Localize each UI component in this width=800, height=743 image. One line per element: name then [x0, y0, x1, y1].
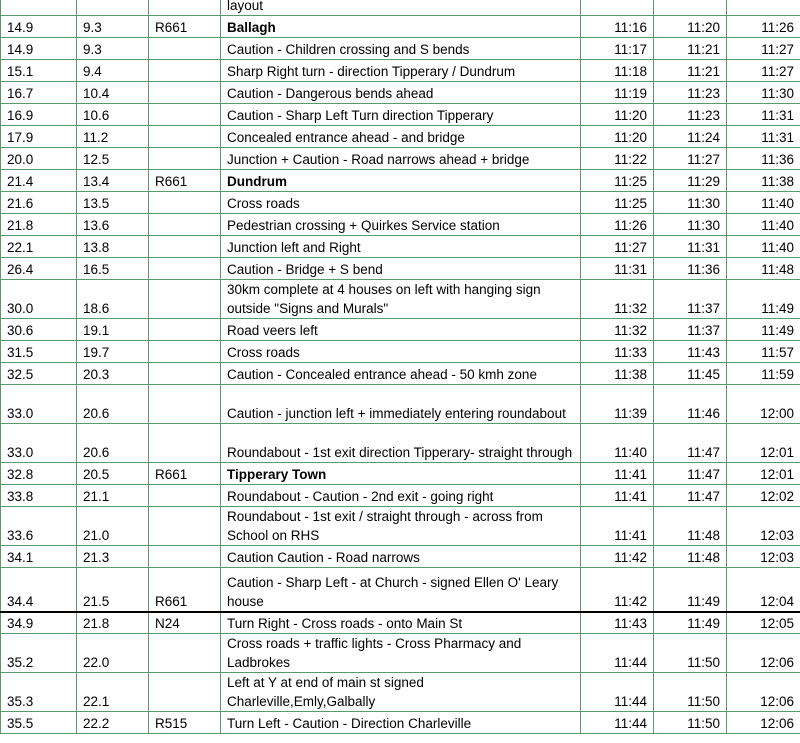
km-cell: 21.8: [1, 214, 77, 236]
time-2-cell: 11:49: [654, 568, 727, 612]
time-2-cell: 11:48: [654, 507, 727, 546]
time-2-cell: 11:45: [654, 363, 727, 385]
description-cell: Roundabout - 1st exit / straight through - across from School on RHS: [221, 507, 581, 546]
road-cell: [149, 60, 221, 82]
description-cell: Caution - Dangerous bends ahead: [221, 82, 581, 104]
time-1-cell: 11:19: [581, 82, 654, 104]
road-cell: [149, 0, 221, 16]
table-row: [1, 214, 800, 236]
miles-cell: 11.2: [77, 126, 149, 148]
table-row: [1, 16, 800, 38]
miles-cell: 20.6: [77, 385, 149, 424]
time-1-cell: 11:42: [581, 546, 654, 568]
miles-cell: 13.6: [77, 214, 149, 236]
table-row: [1, 148, 800, 170]
table-row: [1, 319, 800, 341]
time-2-cell: 11:37: [654, 280, 727, 319]
table-row: [1, 634, 800, 673]
time-2-cell: 11:47: [654, 463, 727, 485]
time-2-cell: 11:30: [654, 192, 727, 214]
km-cell: 33.8: [1, 485, 77, 507]
road-cell: [149, 82, 221, 104]
time-2-cell: 11:29: [654, 170, 727, 192]
km-cell: 31.5: [1, 341, 77, 363]
miles-cell: 13.5: [77, 192, 149, 214]
time-3-cell: 11:26: [727, 16, 800, 38]
time-1-cell: 11:32: [581, 280, 654, 319]
time-1-cell: 11:20: [581, 104, 654, 126]
table-row: [1, 170, 800, 192]
km-cell: 33.0: [1, 385, 77, 424]
time-1-cell: 11:41: [581, 485, 654, 507]
description-cell: layout: [221, 0, 581, 16]
description-cell: Turn Right - Cross roads - onto Main St: [221, 612, 581, 634]
time-1-cell: 11:25: [581, 170, 654, 192]
miles-cell: 10.4: [77, 82, 149, 104]
time-1-cell: 11:44: [581, 634, 654, 673]
table-row: [1, 60, 800, 82]
time-3-cell: 11:40: [727, 214, 800, 236]
km-cell: 33.0: [1, 424, 77, 463]
time-2-cell: 11:23: [654, 104, 727, 126]
miles-cell: 20.6: [77, 424, 149, 463]
description-cell: Ballagh: [221, 16, 581, 38]
time-1-cell: 11:40: [581, 424, 654, 463]
miles-cell: 21.3: [77, 546, 149, 568]
table-row: [1, 568, 800, 612]
km-cell: 34.4: [1, 568, 77, 612]
description-cell: Caution - Concealed entrance ahead - 50 kmh zone: [221, 363, 581, 385]
road-cell: R661: [149, 568, 221, 612]
table-row: [1, 546, 800, 568]
description-cell: 30km complete at 4 houses on left with hanging sign outside "Signs and Murals": [221, 280, 581, 319]
km-cell: 26.4: [1, 258, 77, 280]
table-row: [1, 385, 800, 424]
description-cell: Caution - Sharp Left - at Church - signed Ellen O' Leary house: [221, 568, 581, 612]
road-cell: [149, 319, 221, 341]
time-3-cell: 11:57: [727, 341, 800, 363]
road-cell: [149, 634, 221, 673]
road-cell: [149, 258, 221, 280]
description-cell: Cross roads + traffic lights - Cross Pharmacy and Ladbrokes: [221, 634, 581, 673]
time-2-cell: [654, 0, 727, 16]
time-3-cell: 12:06: [727, 712, 800, 734]
km-cell: 35.2: [1, 634, 77, 673]
time-1-cell: 11:31: [581, 258, 654, 280]
description-cell: Dundrum: [221, 170, 581, 192]
road-cell: [149, 104, 221, 126]
time-1-cell: 11:43: [581, 612, 654, 634]
time-1-cell: 11:44: [581, 712, 654, 734]
road-cell: R661: [149, 16, 221, 38]
road-cell: [149, 673, 221, 712]
road-cell: R661: [149, 170, 221, 192]
description-cell: Junction left and Right: [221, 236, 581, 258]
km-cell: 33.6: [1, 507, 77, 546]
time-3-cell: 11:30: [727, 82, 800, 104]
km-cell: 32.5: [1, 363, 77, 385]
time-3-cell: 12:01: [727, 424, 800, 463]
miles-cell: 22.2: [77, 712, 149, 734]
description-cell: Caution - junction left + immediately entering roundabout: [221, 385, 581, 424]
description-cell: Road veers left: [221, 319, 581, 341]
road-cell: [149, 341, 221, 363]
table-row: [1, 424, 800, 463]
road-cell: [149, 38, 221, 60]
time-2-cell: 11:43: [654, 341, 727, 363]
miles-cell: 21.8: [77, 612, 149, 634]
road-cell: [149, 126, 221, 148]
time-1-cell: 11:32: [581, 319, 654, 341]
time-1-cell: [581, 0, 654, 16]
time-3-cell: 12:03: [727, 546, 800, 568]
time-2-cell: 11:48: [654, 546, 727, 568]
route-table-body: [1, 0, 800, 734]
time-2-cell: 11:23: [654, 82, 727, 104]
time-3-cell: 12:03: [727, 507, 800, 546]
time-2-cell: 11:21: [654, 38, 727, 60]
time-3-cell: 12:05: [727, 612, 800, 634]
time-1-cell: 11:41: [581, 507, 654, 546]
road-cell: [149, 236, 221, 258]
km-cell: 21.6: [1, 192, 77, 214]
time-2-cell: 11:36: [654, 258, 727, 280]
time-2-cell: 11:46: [654, 385, 727, 424]
time-1-cell: 11:26: [581, 214, 654, 236]
time-3-cell: 12:04: [727, 568, 800, 612]
time-3-cell: 11:38: [727, 170, 800, 192]
time-3-cell: 11:31: [727, 104, 800, 126]
miles-cell: [77, 0, 149, 16]
km-cell: 22.1: [1, 236, 77, 258]
miles-cell: 22.1: [77, 673, 149, 712]
time-1-cell: 11:44: [581, 673, 654, 712]
time-3-cell: 12:00: [727, 385, 800, 424]
description-cell: Sharp Right turn - direction Tipperary / Dundrum: [221, 60, 581, 82]
road-cell: [149, 148, 221, 170]
miles-cell: 21.1: [77, 485, 149, 507]
time-3-cell: 11:27: [727, 38, 800, 60]
table-row: [1, 341, 800, 363]
description-cell: Cross roads: [221, 192, 581, 214]
table-row: [1, 258, 800, 280]
time-2-cell: 11:24: [654, 126, 727, 148]
km-cell: 17.9: [1, 126, 77, 148]
description-cell: Pedestrian crossing + Quirkes Service station: [221, 214, 581, 236]
time-3-cell: 11:40: [727, 192, 800, 214]
time-3-cell: 12:01: [727, 463, 800, 485]
km-cell: 16.9: [1, 104, 77, 126]
road-cell: [149, 424, 221, 463]
description-cell: Concealed entrance ahead - and bridge: [221, 126, 581, 148]
description-cell: Tipperary Town: [221, 463, 581, 485]
time-3-cell: 11:48: [727, 258, 800, 280]
road-cell: [149, 363, 221, 385]
time-1-cell: 11:33: [581, 341, 654, 363]
time-1-cell: 11:20: [581, 126, 654, 148]
time-1-cell: 11:16: [581, 16, 654, 38]
road-cell: [149, 280, 221, 319]
table-row: [1, 104, 800, 126]
time-1-cell: 11:25: [581, 192, 654, 214]
km-cell: 21.4: [1, 170, 77, 192]
description-cell: Roundabout - 1st exit direction Tipperary- straight through: [221, 424, 581, 463]
time-2-cell: 11:50: [654, 634, 727, 673]
time-2-cell: 11:50: [654, 673, 727, 712]
km-cell: 30.0: [1, 280, 77, 319]
miles-cell: 19.1: [77, 319, 149, 341]
road-cell: [149, 546, 221, 568]
table-row: [1, 507, 800, 546]
km-cell: 14.9: [1, 38, 77, 60]
time-1-cell: 11:27: [581, 236, 654, 258]
road-cell: [149, 192, 221, 214]
miles-cell: 20.5: [77, 463, 149, 485]
miles-cell: 13.4: [77, 170, 149, 192]
table-row: [1, 363, 800, 385]
time-3-cell: 11:49: [727, 319, 800, 341]
miles-cell: 10.6: [77, 104, 149, 126]
time-3-cell: 11:36: [727, 148, 800, 170]
table-row: [1, 126, 800, 148]
table-row: [1, 612, 800, 634]
table-row: [1, 673, 800, 712]
km-cell: 34.9: [1, 612, 77, 634]
time-1-cell: 11:22: [581, 148, 654, 170]
road-cell: R515: [149, 712, 221, 734]
time-3-cell: 12:06: [727, 634, 800, 673]
miles-cell: 22.0: [77, 634, 149, 673]
time-3-cell: 12:06: [727, 673, 800, 712]
time-1-cell: 11:39: [581, 385, 654, 424]
km-cell: 35.5: [1, 712, 77, 734]
miles-cell: 16.5: [77, 258, 149, 280]
time-2-cell: 11:30: [654, 214, 727, 236]
time-3-cell: 12:02: [727, 485, 800, 507]
km-cell: 34.1: [1, 546, 77, 568]
miles-cell: 21.0: [77, 507, 149, 546]
table-row: [1, 712, 800, 734]
miles-cell: 21.5: [77, 568, 149, 612]
miles-cell: 9.4: [77, 60, 149, 82]
description-cell: Left at Y at end of main st signed Charleville,Emly,Galbally: [221, 673, 581, 712]
km-cell: 32.8: [1, 463, 77, 485]
km-cell: 35.3: [1, 673, 77, 712]
time-3-cell: 11:31: [727, 126, 800, 148]
time-2-cell: 11:21: [654, 60, 727, 82]
miles-cell: 12.5: [77, 148, 149, 170]
time-2-cell: 11:47: [654, 485, 727, 507]
time-3-cell: 11:49: [727, 280, 800, 319]
road-cell: [149, 485, 221, 507]
table-row: [1, 280, 800, 319]
time-2-cell: 11:20: [654, 16, 727, 38]
time-1-cell: 11:38: [581, 363, 654, 385]
road-cell: [149, 385, 221, 424]
km-cell: [1, 0, 77, 16]
road-cell: [149, 214, 221, 236]
km-cell: 15.1: [1, 60, 77, 82]
miles-cell: 18.6: [77, 280, 149, 319]
time-1-cell: 11:42: [581, 568, 654, 612]
time-3-cell: 11:59: [727, 363, 800, 385]
road-cell: N24: [149, 612, 221, 634]
miles-cell: 19.7: [77, 341, 149, 363]
miles-cell: 13.8: [77, 236, 149, 258]
time-3-cell: 11:40: [727, 236, 800, 258]
time-2-cell: 11:27: [654, 148, 727, 170]
time-2-cell: 11:49: [654, 612, 727, 634]
table-row: [1, 236, 800, 258]
time-2-cell: 11:47: [654, 424, 727, 463]
km-cell: 14.9: [1, 16, 77, 38]
time-3-cell: 11:27: [727, 60, 800, 82]
miles-cell: 9.3: [77, 38, 149, 60]
miles-cell: 20.3: [77, 363, 149, 385]
road-cell: [149, 507, 221, 546]
table-row: [1, 463, 800, 485]
time-3-cell: [727, 0, 800, 16]
km-cell: 20.0: [1, 148, 77, 170]
description-cell: Caution - Children crossing and S bends: [221, 38, 581, 60]
description-cell: Junction + Caution - Road narrows ahead + bridge: [221, 148, 581, 170]
miles-cell: 9.3: [77, 16, 149, 38]
time-2-cell: 11:37: [654, 319, 727, 341]
table-row: [1, 0, 800, 16]
time-2-cell: 11:50: [654, 712, 727, 734]
road-cell: R661: [149, 463, 221, 485]
description-cell: Caution Caution - Road narrows: [221, 546, 581, 568]
km-cell: 30.6: [1, 319, 77, 341]
table-row: [1, 38, 800, 60]
table-row: [1, 192, 800, 214]
description-cell: Caution - Bridge + S bend: [221, 258, 581, 280]
table-row: [1, 82, 800, 104]
time-2-cell: 11:31: [654, 236, 727, 258]
description-cell: Cross roads: [221, 341, 581, 363]
description-cell: Turn Left - Caution - Direction Charleville: [221, 712, 581, 734]
table-row: [1, 485, 800, 507]
description-cell: Caution - Sharp Left Turn direction Tipperary: [221, 104, 581, 126]
time-1-cell: 11:18: [581, 60, 654, 82]
time-1-cell: 11:41: [581, 463, 654, 485]
km-cell: 16.7: [1, 82, 77, 104]
description-cell: Roundabout - Caution - 2nd exit - going right: [221, 485, 581, 507]
time-1-cell: 11:17: [581, 38, 654, 60]
